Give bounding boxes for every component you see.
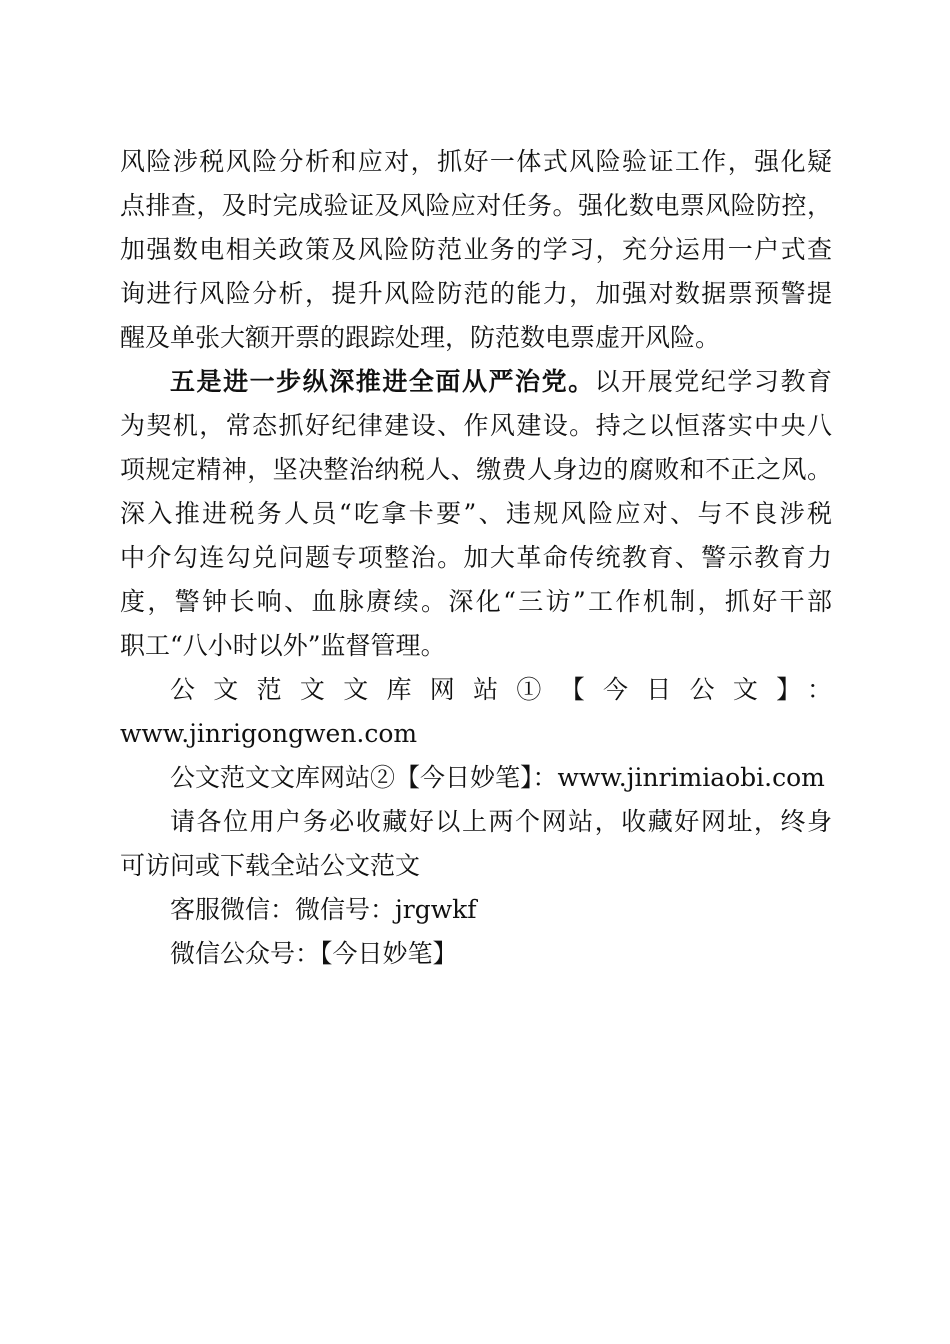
wechat-official-account: 微信公众号：【今日妙笔】 (170, 939, 458, 968)
paragraph-line: 风险涉税风险分析和应对，抓好一体式风险验证工作，强化疑 (120, 147, 832, 176)
paragraph-line: 加强数电相关政策及风险防范业务的学习，充分运用一户式查 (120, 235, 832, 264)
site2-url[interactable]: www.jinrimiaobi.com (557, 763, 825, 792)
notice-line: 请各位用户务必收藏好以上两个网站，收藏好网址，终身 (170, 807, 832, 836)
site1-url[interactable]: www.jinrigongwen.com (120, 719, 418, 748)
site2-label: 公文范文文库网站②【今日妙笔】： (170, 763, 558, 792)
site1-label: 公文范文文库网站①【今日公文】： (170, 675, 832, 704)
paragraph-line: 职工“八小时以外”监督管理。 (120, 631, 446, 660)
paragraph-line: 度，警钟长响、血脉赓续。深化“三访”工作机制，抓好干部 (120, 587, 832, 616)
paragraph-text: 以开展党纪学习教育 (594, 367, 832, 396)
paragraph-line: 深入推进税务人员“吃拿卡要”、违规风险应对、与不良涉税 (120, 499, 832, 528)
paragraph-line: 项规定精神，坚决整治纳税人、缴费人身边的腐败和不正之风。 (120, 455, 832, 484)
paragraph-line: 中介勾连勾兑问题专项整治。加大革命传统教育、警示教育力 (120, 543, 832, 572)
paragraph-first-line (170, 366, 832, 398)
paragraph-line: 询进行风险分析，提升风险防范的能力，加强对数据票预警提 (120, 279, 832, 308)
wechat-service: 客服微信：微信号：jrgwkf (170, 895, 477, 924)
paragraph-line: 醒及单张大额开票的跟踪处理，防范数电票虚开风险。 (120, 323, 721, 352)
notice-line: 可访问或下载全站公文范文 (120, 851, 421, 880)
paragraph-line: 点排查，及时完成验证及风险应对任务。强化数电票风险防控， (120, 191, 832, 220)
section-heading: 五是进一步纵深推进全面从严治党。 (170, 367, 595, 396)
site2-line (170, 762, 832, 794)
paragraph-line: 为契机，常态抓好纪律建设、作风建设。持之以恒落实中央八 (120, 411, 832, 440)
